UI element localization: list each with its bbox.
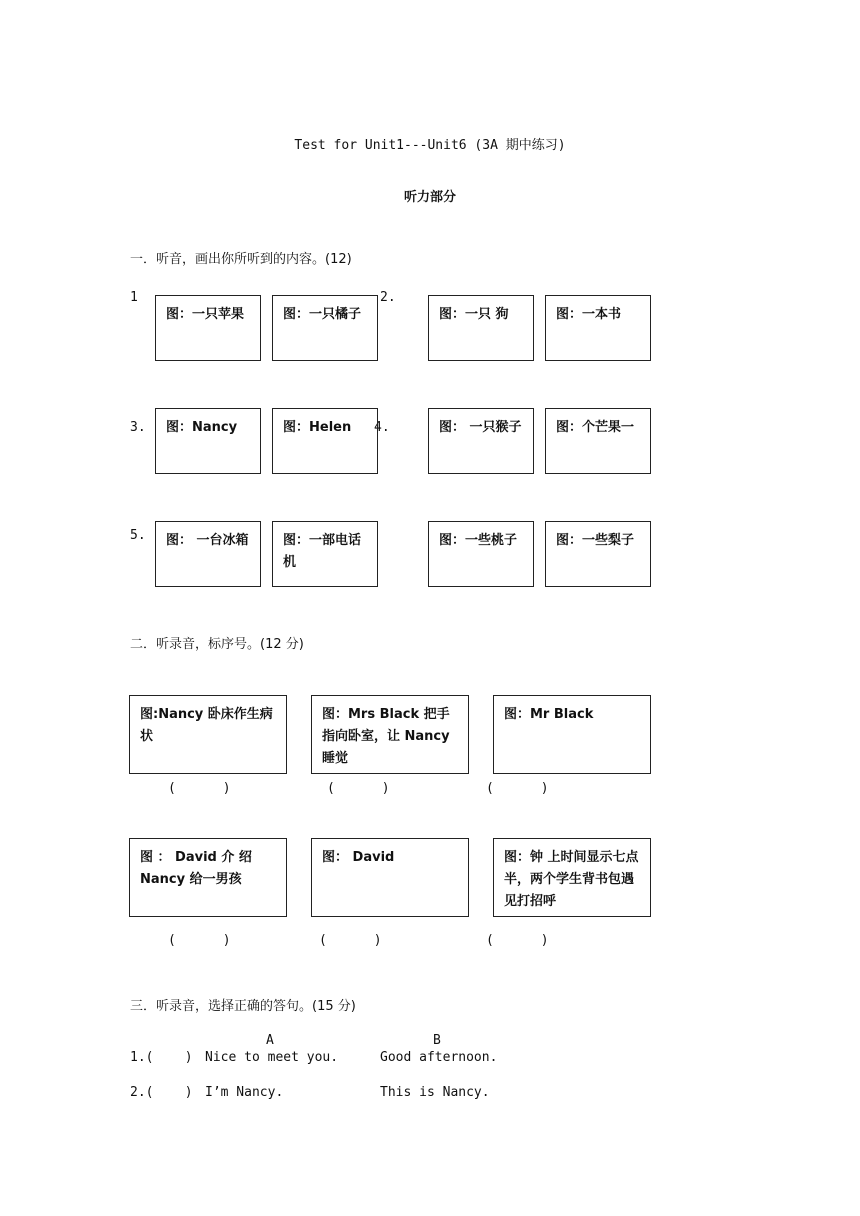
picture-box: 图：Nancy [155,408,261,474]
item-number: 5. [130,528,146,543]
picture-box: 图：钟 上时间显示七点半，两个学生背书包遇见打招呼 [493,838,651,917]
option-b: Good afternoon. [380,1050,498,1065]
picture-box: 图：Helen [272,408,378,474]
question-number[interactable]: 1.( ) [130,1050,193,1065]
item-number: 2. [380,290,396,305]
column-a-label: A [266,1033,274,1048]
picture-box: 图：一本书 [545,295,651,361]
picture-box: 图： David [311,838,469,917]
section1-heading: 一．听音，画出你所听到的内容。(12) [130,252,352,267]
option-b: This is Nancy. [380,1085,490,1100]
page-title: Test for Unit1---Unit6 (3A 期中练习) [294,138,566,153]
answer-blank[interactable]: ( ) [327,781,390,796]
section2-heading: 二．听录音，标序号。(12 分) [130,637,304,652]
picture-box: 图：一只橘子 [272,295,378,361]
picture-box: 图：一只 狗 [428,295,534,361]
item-number: 4. [374,420,390,435]
question-number[interactable]: 2.( ) [130,1085,193,1100]
picture-box: 图 ： David 介 绍 Nancy 给一男孩 [129,838,287,917]
picture-box: 图：Mr Black [493,695,651,774]
answer-blank[interactable]: ( ) [168,933,231,948]
page-subtitle: 听力部分 [403,190,456,205]
item-number: 3. [130,420,146,435]
picture-box: 图：Mrs Black 把手指向卧室，让 Nancy 睡觉 [311,695,469,774]
picture-box: 图： 一台冰箱 [155,521,261,587]
picture-box: 图：一只苹果 [155,295,261,361]
column-b-label: B [433,1033,441,1048]
picture-box: 图：一部电话机 [272,521,378,587]
picture-box: 图：个芒果一 [545,408,651,474]
option-a: Nice to meet you. [205,1050,339,1065]
answer-blank[interactable]: ( ) [168,781,231,796]
picture-box: 图： 一只猴子 [428,408,534,474]
picture-box: 图:Nancy 卧床作生病状 [129,695,287,774]
section3-heading: 三．听录音，选择正确的答句。(15 分) [130,999,356,1014]
answer-blank[interactable]: ( ) [486,781,549,796]
option-a: I’m Nancy. [205,1085,284,1100]
picture-box: 图：一些梨子 [545,521,651,587]
picture-box: 图：一些桃子 [428,521,534,587]
answer-blank[interactable]: ( ) [486,933,549,948]
item-number: 1 [130,290,138,305]
answer-blank[interactable]: ( ) [319,933,382,948]
